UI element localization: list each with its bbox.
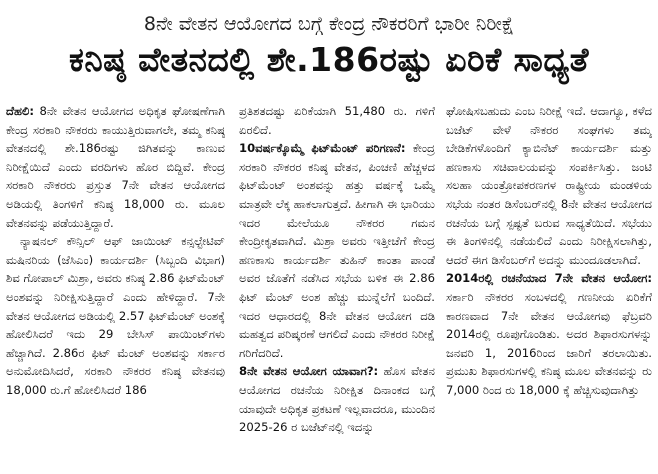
- article-column-2: [239, 102, 435, 474]
- paragraph: ಪ್ರತಿಶತದಷ್ಟು ಏರಿಕೆಯಾಗಿ 51,480 ರು. ಗಳಿಗೆ ಏರಲಿದೆ.: [239, 104, 435, 137]
- subheading: 2014ರಲ್ಲಿ ರಚನೆಯಾದ 7ನೇ ವೇತನ ಆಯೋಗ:: [446, 271, 652, 286]
- paragraph-text: ಹೊಸ ವೇತನ ಆಯೋಗದ ರಚನೆಯ ನಿರೀಕ್ಷಿತ ದಿನಾಂಕದ ಬಗ್ಗೆ ಯಾವುದೇ ಅಧಿಕೃತ ಪ್ರಕಟಣೆ ಇಲ್ಲವಾದರೂ, ಮುಂದಿನ 2025-26 ರ ಬಜೆಟ್‌ನಲ್ಲಿ ಇದನ್ನು: [239, 364, 435, 435]
- kicker-headline: 8ನೇ ವೇತನ ಆಯೋಗದ ಬಗ್ಗೆ ಕೇಂದ್ರ ನೌಕರರಿಗೆ ಭಾರೀ ನಿರೀಕ್ಷೆ: [143, 13, 515, 35]
- paragraph: ಘೋಷಿಸಬಹುದು ಎಂಬ ನಿರೀಕ್ಷೆ ಇದೆ. ಆದಾಗ್ಯೂ, ಕಳೆದ ಬಜೆಟ್ ವೇಳೆ ನೌಕರರ ಸಂಘಗಳು ತಮ್ಮ ಬೇಡಿಕೆಗಳೊಂದಿಗೆ ಕ್ಯಾಬಿನೆಟ್ ಕಾರ್ಯದರ್ಶಿ ಮತ್ತು ಹಣಕಾಸು ಸಚಿವಾಲಯವನ್ನು ಸಂಪರ್ಕಿಸಿತ್ತು. ಜಂಟಿ ಸಲಹಾ ಯಂತ್ರೋಪಕರಣಗಳ ರಾಷ್ಟ್ರೀಯ ಮಂಡಳಿಯ ಸಭೆಯ ನಂತರ ಡಿಸೆಂಬರ್‌ನಲ್ಲಿ 8ನೇ ವೇತನ ಆಯೋಗದ ರಚನೆಯ ಬಗ್ಗೆ ಸ್ಪಷ್ಟತೆ ಬರುವ ಸಾಧ್ಯತೆಯಿದೆ. ಸಭೆಯು ಈ ತಿಂಗಳಿನಲ್ಲಿ ನಡೆಯಲಿದೆ ಎಂದು ನಿರೀಕ್ಷಿಸಲಾಗಿತ್ತು, ಆದರೆ ಈಗ ಡಿಸೆಂಬರ್‌ಗೆ ಅದನ್ನು ಮುಂದೂಡಲಾಗಿದೆ.: [446, 104, 652, 267]
- article-column-1: [6, 102, 225, 474]
- article-column-3: [446, 102, 652, 474]
- dateline: ದೆಹಲಿ:: [6, 104, 35, 118]
- main-headline: ಕನಿಷ್ಠ ವೇತನದಲ್ಲಿ ಶೇ.186ರಷ್ಟು ಏರಿಕೆ ಸಾಧ್ಯತೆ: [68, 40, 590, 79]
- paragraph: ನ್ಯಾಷನಲ್ ಕೌನ್ಸಿಲ್ ಆಫ್ ಜಾಯಿಂಟ್ ಕನ್ಸಲ್ಟೇಟಿವ್ ಮಷಿನರಿಯ (ಜೆಸಿಎಂ) ಕಾರ್ಯದರ್ಶಿ (ಸಿಬ್ಬಂದಿ ವಿಭಾಗ) ಶಿವ ಗೋಪಾಲ್ ಮಿಶ್ರಾ, ಅವರು ಕನಿಷ್ಠ 2.86 ಫಿಟ್‌ಮೆಂಟ್ ಅಂಶವನ್ನು ನಿರೀಕ್ಷಿಸುತ್ತಿದ್ದಾರೆ ಎಂದು ಹೇಳಿದ್ದಾರೆ. 7ನೇ ವೇತನ ಆಯೋಗದ ಅಡಿಯಲ್ಲಿ 2.57 ಫಿಟ್‌ಮೆಂಟ್ ಅಂಶಕ್ಕೆ ಹೋಲಿಸಿದರೆ ಇದು 29 ಬೇಸಿಸ್ ಪಾಯಿಂಟ್‌ಗಳು ಹೆಚ್ಚಾಗಿದೆ. 2.86ರ ಫಿಟ್ ಮೆಂಟ್ ಅಂಶವನ್ನು ಸರ್ಕಾರ ಅನುಮೋದಿಸಿದರೆ, ಸರಕಾರಿ ನೌಕರರ ಕನಿಷ್ಠ ವೇತನವು 18,000 ರು.ಗೆ ಹೋಲಿಸಿದರೆ 186: [6, 234, 225, 397]
- lead-text: 8ನೇ ವೇತನ ಆಯೋಗದ ಅಧಿಕೃತ ಘೋಷಣೆಗಾಗಿ ಕೇಂದ್ರ ಸರಕಾರಿ ನೌಕರರು ಕಾಯುತ್ತಿರುವಾಗಲೇ, ತಮ್ಮ ಕನಿಷ್ಠ ವೇತನದಲ್ಲಿ ಶೇ.186ರಷ್ಟು ಜಿಗಿತವನ್ನು ಕಾಣುವ ನಿರೀಕ್ಷೆಯಿದೆ ಎಂದು ವರದಿಗಳು ಹೊರ ಬಿದ್ದಿವೆ. ಕೇಂದ್ರ ಸರಕಾರಿ ನೌಕರರು ಪ್ರಸ್ತುತ 7ನೇ ವೇತನ ಆಯೋಗದ ಅಡಿಯಲ್ಲಿ ತಿಂಗಳಿಗೆ ಕನಿಷ್ಠ 18,000 ರು. ಮೂಲ ವೇತನವನ್ನು ಪಡೆಯುತ್ತಿದ್ದಾರೆ.: [6, 104, 225, 230]
- subheading: 8ನೇ ವೇತನ ಆಯೋಗ ಯಾವಾಗ?:: [239, 364, 379, 379]
- paragraph-text: ಕೇಂದ್ರ ಸರಕಾರಿ ನೌಕರರ ಕನಿಷ್ಠ ವೇತನ, ಪಿಂಚಣಿ ಹೆಚ್ಚಳದ ಫಿಟ್‌ಮೆಂಟ್ ಅಂಶವನ್ನು ಹತ್ತು ವರ್ಷಕ್ಕೆ ಒಮ್ಮೆ ಮಾತ್ರವೇ ಲೆಕ್ಕ ಹಾಕಲಾಗುತ್ತದೆ. ಹೀಗಾಗಿ ಈ ಭಾರಿಯು ಇದರ ಮೇಲೆಯೂ ನೌಕರರ ಗಮನ ಕೇಂದ್ರೀಕೃತವಾಗಿದೆ. ಮಿಶ್ರಾ ಅವರು ಇತ್ತೀಚೆಗೆ ಕೇಂದ್ರ ಹಣಕಾಸು ಕಾರ್ಯದರ್ಶಿ ತುಹಿನ್ ಕಾಂತಾ ಪಾಂಡೆ ಅವರ ಜೊತೆಗೆ ನಡೆಸಿದ ಸಭೆಯ ಬಳಿಕ ಈ 2.86 ಫಿಟ್ ಮೆಂಟ್ ಅಂಶ ಹೆಚ್ಚು ಮುನ್ನೆಲೆಗೆ ಬಂದಿದೆ. ಇದರ ಆಧಾರದಲ್ಲಿ 8ನೇ ವೇತನ ಆಯೋಗ ದಡಿ ಮಹತ್ವದ ಪರಿಷ್ಕರಣೆ ಆಗಲಿದೆ ಎಂದು ನೌಕರರ ನಿರೀಕ್ಷೆ ಗರಿಗೆದರಿದೆ.: [239, 141, 435, 360]
- paragraph-text: ಸರ್ಕಾರಿ ನೌಕರರ ಸಂಬಳದಲ್ಲಿ ಗಣನೀಯ ಏರಿಕೆಗೆ ಕಾರಣವಾದ 7ನೇ ವೇತನ ಆಯೋಗವು ಫೆಬ್ರವರಿ 2014ರಲ್ಲಿ ರೂಪುಗೊಂಡಿತು. ಅದರ ಶಿಫಾರಸುಗಳನ್ನು ಜನವರಿ 1, 2016ರಿಂದ ಜಾರಿಗೆ ತರಲಾಯಿತು. ಪ್ರಮುಖ ಶಿಫಾರಸುಗಳಲ್ಲಿ ಕನಿಷ್ಠ ಮೂಲ ವೇತನವನ್ನು ರು 7,000 ರಿಂದ ರು 18,000 ಕ್ಕೆ ಹೆಚ್ಚಿಸುವುದಾಗಿತ್ತು: [446, 289, 652, 397]
- lead-paragraph: [6, 102, 225, 232]
- subheading: 10ವರ್ಷಕ್ಕೊಮ್ಮೆ ಫಿಟ್‌ಮೆಂಟ್ ಪರಿಗಣನೆ:: [239, 141, 406, 156]
